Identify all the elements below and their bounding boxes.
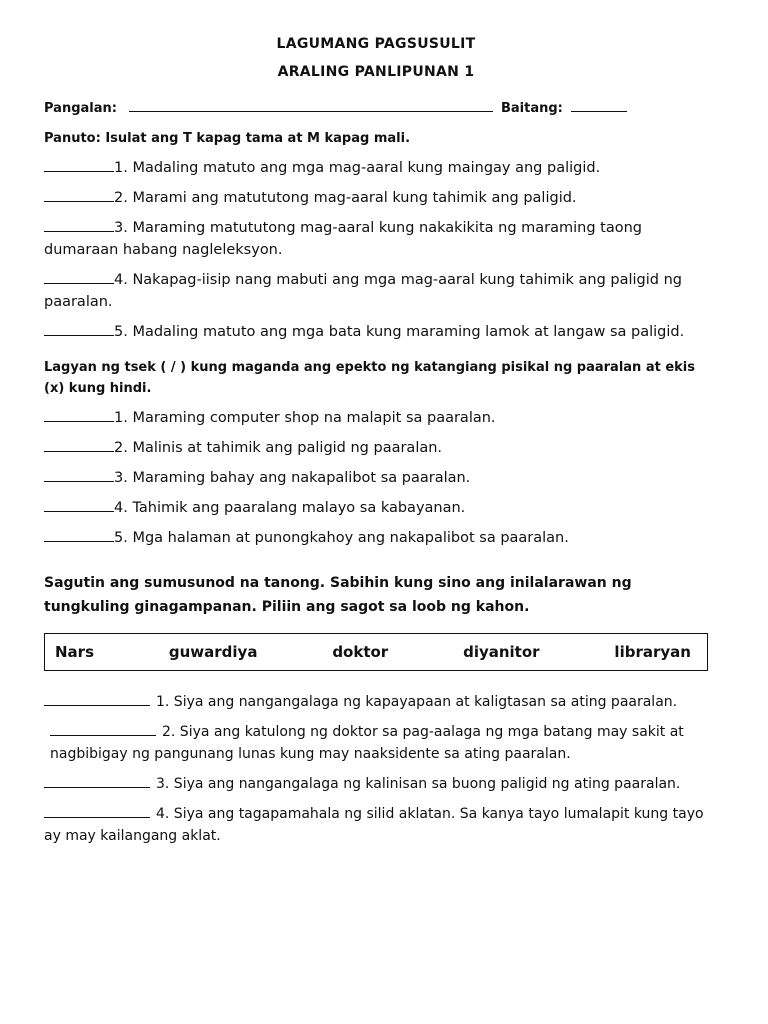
part3-item-4: 4. Siya ang tagapamahala ng silid aklatan. Sa kanya tayo lumalapit kung tayo ay may kailangang aklat.	[44, 803, 708, 847]
answer-blank[interactable]	[44, 691, 150, 706]
part1-item-5: 5. Madaling matuto ang mga bata kung maraming lamok at langaw sa paligid.	[44, 321, 708, 343]
answer-blank[interactable]	[44, 527, 114, 542]
student-info-line	[44, 98, 708, 116]
part3-item-1: 1. Siya ang nangangalaga ng kapayapaan at kaligtasan sa ating paaralan.	[44, 691, 708, 713]
answer-blank[interactable]	[44, 437, 114, 452]
answer-blank[interactable]	[44, 803, 150, 818]
part1-item-3: 3. Maraming matututong mag-aaral kung nakakikita ng maraming taong dumaraan habang nagleleksyon.	[44, 217, 708, 261]
worksheet-title: LAGUMANG PAGSUSULIT	[276, 36, 476, 52]
answer-blank[interactable]	[44, 773, 150, 788]
part1-item-4: 4. Nakapag-iisip nang mabuti ang mga mag-aaral kung tahimik ang paligid ng paaralan.	[44, 269, 708, 313]
part1-item-2: 2. Marami ang matututong mag-aaral kung tahimik ang paligid.	[44, 187, 708, 209]
grade-blank[interactable]	[571, 98, 627, 112]
choices-box	[44, 633, 708, 671]
part2-item-4: 4. Tahimik ang paaralang malayo sa kabayanan.	[44, 497, 708, 519]
answer-blank[interactable]	[44, 217, 114, 232]
part1-item-1: 1. Madaling matuto ang mga mag-aaral kung maingay ang paligid.	[44, 157, 708, 179]
answer-blank[interactable]	[44, 407, 114, 422]
answer-blank[interactable]	[50, 721, 156, 736]
name-blank[interactable]	[129, 98, 493, 112]
choice-doktor: doktor	[332, 643, 389, 661]
choice-guwardiya: guwardiya	[168, 643, 258, 661]
answer-blank[interactable]	[44, 157, 114, 172]
part2-item-5: 5. Mga halaman at punongkahoy ang nakapalibot sa paaralan.	[44, 527, 708, 549]
grade-label: Baitang:	[500, 101, 563, 116]
part3-item-2: 2. Siya ang katulong ng doktor sa pag-aalaga ng mga batang may sakit at nagbibigay ng pangunang lunas kung may naaksidente sa ating paaralan.	[44, 721, 708, 765]
answer-blank[interactable]	[44, 467, 114, 482]
part2-item-2: 2. Malinis at tahimik ang paligid ng paaralan.	[44, 437, 708, 459]
subject-title: ARALING PANLIPUNAN 1	[277, 64, 475, 80]
answer-blank[interactable]	[44, 269, 114, 284]
choice-nars: Nars	[55, 643, 95, 661]
choice-diyanitor: diyanitor	[463, 643, 540, 661]
choice-libraryan: libraryan	[614, 643, 691, 661]
name-label: Pangalan:	[44, 101, 117, 116]
answer-blank[interactable]	[44, 497, 114, 512]
part1-instruction: Panuto: Isulat ang T kapag tama at M kapag mali.	[44, 131, 411, 146]
part2-item-1: 1. Maraming computer shop na malapit sa paaralan.	[44, 407, 708, 429]
part2-instruction: Lagyan ng tsek ( / ) kung maganda ang epekto ng katangiang pisikal ng paaralan at ekis (x) kung hindi.	[44, 360, 696, 396]
answer-blank[interactable]	[44, 321, 114, 336]
answer-blank[interactable]	[44, 187, 114, 202]
part2-item-3: 3. Maraming bahay ang nakapalibot sa paaralan.	[44, 467, 708, 489]
part3-item-3: 3. Siya ang nangangalaga ng kalinisan sa buong paligid ng ating paaralan.	[44, 773, 708, 795]
part3-instruction: Sagutin ang sumusunod na tanong. Sabihin kung sino ang inilalarawan ng tungkuling ginagampanan. Piliin ang sagot sa loob ng kahon.	[44, 575, 632, 615]
